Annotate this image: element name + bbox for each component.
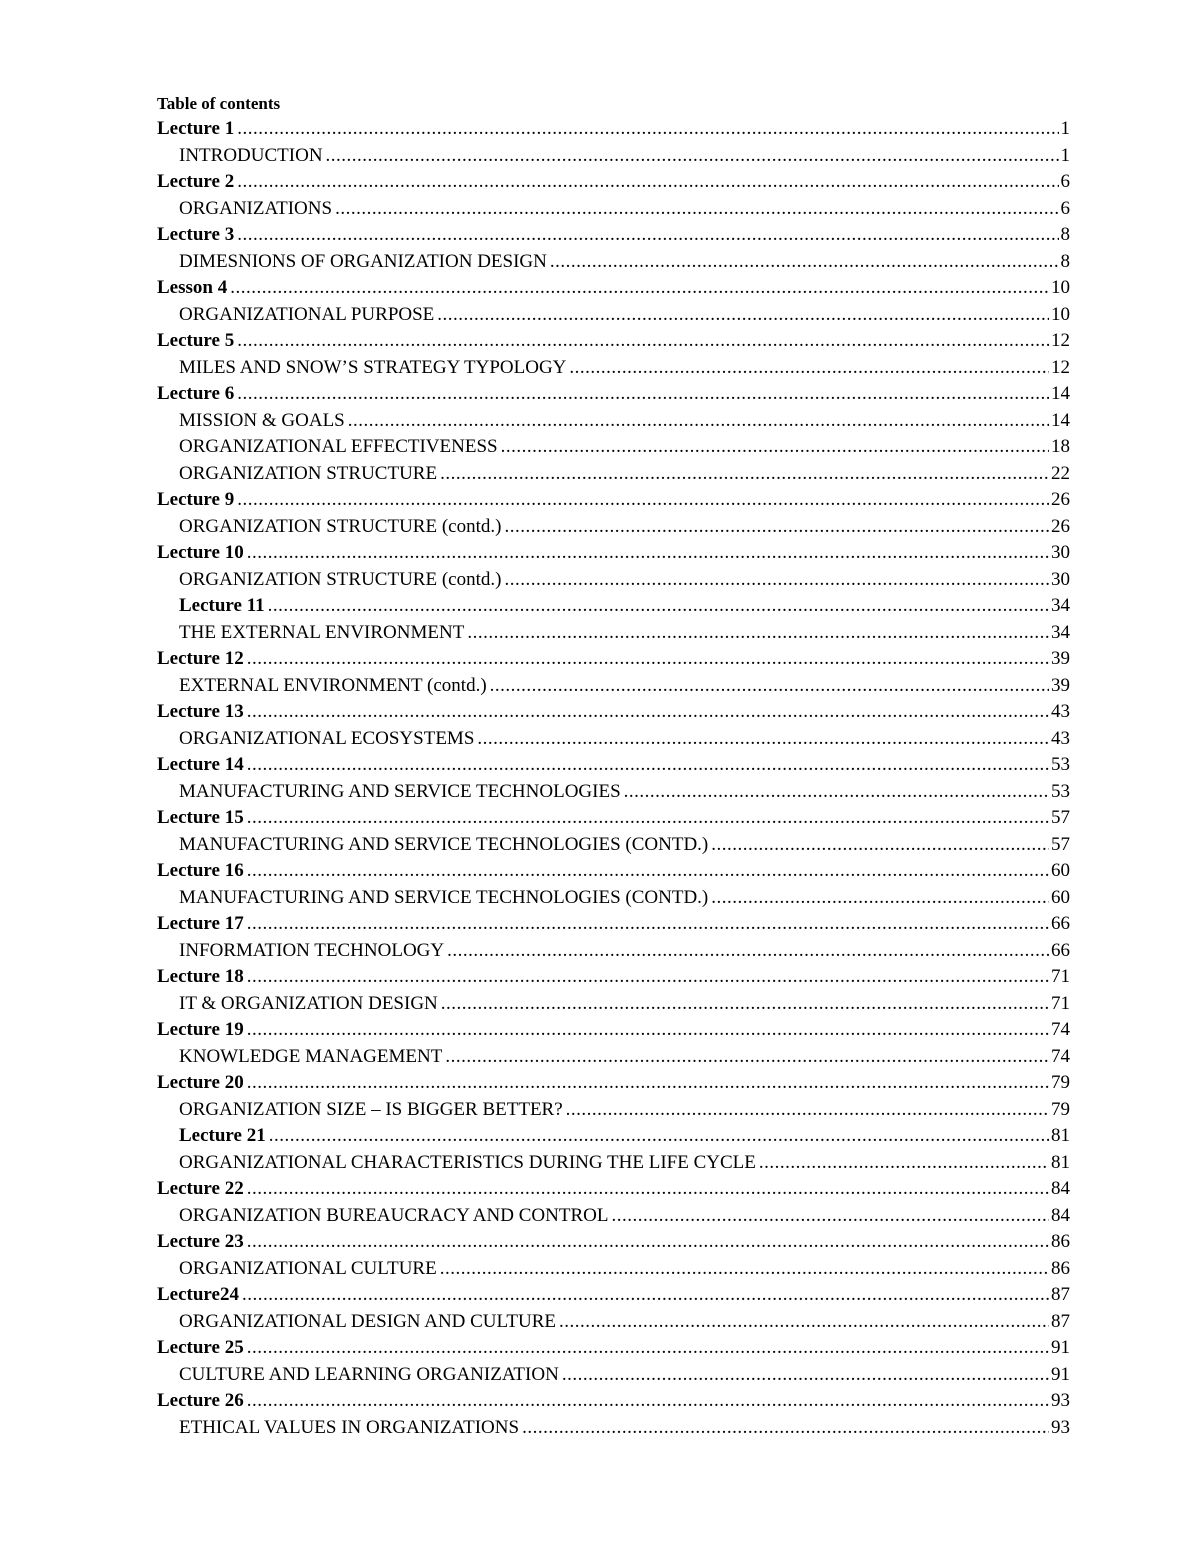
toc-dot-leader: [490, 673, 1049, 700]
toc-entry-title: ORGANIZATIONAL CULTURE: [179, 1257, 437, 1279]
toc-entry-page-number: 57: [1051, 833, 1070, 855]
toc-entry[interactable]: [157, 1229, 1070, 1256]
toc-entry-page-number: 39: [1051, 648, 1070, 669]
toc-entry-title: IT & ORGANIZATION DESIGN: [179, 992, 438, 1014]
toc-entry-title: Lecture 2: [157, 171, 235, 192]
toc-entry[interactable]: [157, 408, 1070, 435]
toc-entry-page-number: 12: [1051, 330, 1070, 351]
toc-dot-leader: [550, 249, 1059, 276]
toc-entry[interactable]: [157, 514, 1070, 541]
toc-entry-title: Lecture 3: [157, 224, 235, 245]
toc-entry-page-number: 8: [1060, 250, 1070, 272]
toc-dot-leader: [247, 1070, 1049, 1097]
toc-dot-leader: [247, 1335, 1049, 1362]
toc-entry-title: ORGANIZATION STRUCTURE: [179, 462, 438, 484]
toc-dot-leader: [440, 1256, 1049, 1283]
toc-dot-leader: [566, 1097, 1049, 1124]
toc-entry[interactable]: [157, 1176, 1070, 1203]
toc-entry-page-number: 86: [1051, 1257, 1070, 1279]
toc-entry[interactable]: [157, 646, 1070, 673]
toc-entry-title: Lecture 14: [157, 754, 244, 775]
toc-entry-page-number: 34: [1051, 595, 1070, 616]
toc-entry-title: Lecture 5: [157, 330, 235, 351]
toc-entry-page-number: 26: [1051, 515, 1070, 537]
toc-entry-title: MISSION & GOALS: [179, 409, 345, 431]
toc-entry[interactable]: [157, 434, 1070, 461]
toc-entry[interactable]: [157, 540, 1070, 567]
toc-entry[interactable]: [157, 673, 1070, 700]
toc-entry-page-number: 93: [1051, 1390, 1070, 1411]
toc-dot-leader: [237, 487, 1049, 514]
toc-dot-leader: [467, 620, 1049, 647]
toc-entry[interactable]: [157, 328, 1070, 355]
toc-dot-leader: [504, 514, 1049, 541]
toc-entry-page-number: 14: [1051, 383, 1070, 404]
toc-entry-page-number: 10: [1051, 303, 1070, 325]
toc-entry[interactable]: [157, 302, 1070, 329]
toc-entry[interactable]: [157, 779, 1070, 806]
toc-entry[interactable]: [157, 116, 1070, 143]
toc-entry-page-number: 60: [1051, 886, 1070, 908]
toc-entry[interactable]: [157, 699, 1070, 726]
toc-entry[interactable]: [157, 1256, 1070, 1283]
toc-dot-leader: [522, 1415, 1049, 1442]
toc-entry[interactable]: [157, 143, 1070, 170]
toc-entry-page-number: 71: [1051, 992, 1070, 1014]
toc-entry[interactable]: [157, 991, 1070, 1018]
toc-dot-leader: [501, 434, 1049, 461]
toc-entry-title: Lecture 19: [157, 1019, 244, 1040]
toc-entry-page-number: 79: [1051, 1072, 1070, 1093]
toc-dot-leader: [711, 832, 1049, 859]
toc-dot-leader: [247, 1017, 1049, 1044]
toc-dot-leader: [268, 593, 1049, 620]
toc-entry-page-number: 74: [1051, 1045, 1070, 1067]
toc-entry-title: Lecture 6: [157, 383, 235, 404]
toc-dot-leader: [611, 1203, 1049, 1230]
toc-entry-page-number: 14: [1051, 409, 1070, 431]
toc-entry-title: MANUFACTURING AND SERVICE TECHNOLOGIES: [179, 780, 621, 802]
toc-entry-title: MANUFACTURING AND SERVICE TECHNOLOGIES (CONTD.): [179, 833, 709, 855]
toc-entry-title: Lecture 11: [179, 595, 265, 616]
toc-dot-leader: [711, 885, 1049, 912]
toc-dot-leader: [247, 1229, 1049, 1256]
toc-entry[interactable]: [157, 487, 1070, 514]
toc-entry-page-number: 84: [1051, 1178, 1070, 1199]
toc-entry-page-number: 93: [1051, 1416, 1070, 1438]
toc-entry-title: EXTERNAL ENVIRONMENT (contd.): [179, 674, 487, 696]
toc-dot-leader: [348, 408, 1049, 435]
toc-dot-leader: [437, 302, 1049, 329]
toc-dot-leader: [562, 1362, 1049, 1389]
toc-entry[interactable]: [157, 1282, 1070, 1309]
toc-entry-page-number: 53: [1051, 754, 1070, 775]
toc-entry-title: ORGANIZATION SIZE – IS BIGGER BETTER?: [179, 1098, 563, 1120]
toc-dot-leader: [447, 938, 1049, 965]
toc-entry-title: INFORMATION TECHNOLOGY: [179, 939, 445, 961]
toc-entry-title: THE EXTERNAL ENVIRONMENT: [179, 621, 465, 643]
toc-dot-leader: [237, 328, 1049, 355]
toc-entry[interactable]: [157, 169, 1070, 196]
toc-entry-page-number: 66: [1051, 913, 1070, 934]
toc-dot-leader: [441, 991, 1049, 1018]
toc-dot-leader: [230, 275, 1049, 302]
toc-dot-leader: [247, 646, 1049, 673]
toc-entry-page-number: 91: [1051, 1363, 1070, 1385]
toc-entry-title: Lecture 10: [157, 542, 244, 563]
toc-entry-title: Lecture 15: [157, 807, 244, 828]
toc-entry[interactable]: [157, 805, 1070, 832]
toc-entry-page-number: 34: [1051, 621, 1070, 643]
toc-entry-page-number: 86: [1051, 1231, 1070, 1252]
document-page: [157, 92, 1070, 1441]
toc-entry-page-number: 71: [1051, 966, 1070, 987]
toc-entry[interactable]: [157, 249, 1070, 276]
toc-dot-leader: [445, 1044, 1049, 1071]
toc-entry-title: Lecture 13: [157, 701, 244, 722]
toc-entry-title: MANUFACTURING AND SERVICE TECHNOLOGIES (CONTD.): [179, 886, 709, 908]
toc-dot-leader: [242, 1282, 1049, 1309]
toc-entry[interactable]: [157, 1309, 1070, 1336]
toc-dot-leader: [247, 699, 1049, 726]
toc-entry[interactable]: [157, 355, 1070, 382]
toc-entry-title: Lecture 26: [157, 1390, 244, 1411]
toc-dot-leader: [247, 752, 1049, 779]
toc-entry-title: ORGANIZATIONAL PURPOSE: [179, 303, 435, 325]
toc-entry[interactable]: [157, 381, 1070, 408]
toc-entry[interactable]: [157, 275, 1070, 302]
toc-entry-page-number: 8: [1060, 224, 1070, 245]
toc-entry-title: ORGANIZATION STRUCTURE (contd.): [179, 568, 502, 590]
toc-entry-title: Lecture 21: [179, 1125, 266, 1146]
toc-entry[interactable]: [157, 1335, 1070, 1362]
toc-entry[interactable]: [157, 1123, 1070, 1150]
toc-entry[interactable]: [157, 1203, 1070, 1230]
toc-entry[interactable]: [157, 726, 1070, 753]
toc-entry[interactable]: [157, 911, 1070, 938]
toc-entry[interactable]: [157, 222, 1070, 249]
toc-entry[interactable]: [157, 938, 1070, 965]
toc-dot-leader: [247, 1176, 1049, 1203]
toc-entry-title: Lecture 23: [157, 1231, 244, 1252]
toc-entry[interactable]: [157, 964, 1070, 991]
toc-entry[interactable]: [157, 1017, 1070, 1044]
toc-entry[interactable]: [157, 567, 1070, 594]
toc-dot-leader: [247, 805, 1049, 832]
toc-entry[interactable]: [157, 620, 1070, 647]
toc-entry[interactable]: [157, 1044, 1070, 1071]
toc-entry-page-number: 81: [1051, 1151, 1070, 1173]
toc-dot-leader: [326, 143, 1059, 170]
toc-entry-page-number: 53: [1051, 780, 1070, 802]
toc-entry-page-number: 6: [1060, 171, 1070, 192]
toc-dot-leader: [247, 540, 1049, 567]
toc-dot-leader: [624, 779, 1049, 806]
toc-entry-page-number: 87: [1051, 1284, 1070, 1305]
toc-dot-leader: [269, 1123, 1049, 1150]
toc-entry-page-number: 57: [1051, 807, 1070, 828]
toc-dot-leader: [247, 1388, 1049, 1415]
toc-entry[interactable]: [157, 1388, 1070, 1415]
toc-dot-leader: [759, 1150, 1049, 1177]
toc-entry-title: Lecture 18: [157, 966, 244, 987]
toc-entry-title: Lecture 22: [157, 1178, 244, 1199]
toc-entry-title: ORGANIZATIONAL CHARACTERISTICS DURING THE LIFE CYCLE: [179, 1151, 756, 1173]
toc-entry-title: Lecture 12: [157, 648, 244, 669]
toc-entry-page-number: 84: [1051, 1204, 1070, 1226]
toc-entry-title: Lecture24: [157, 1284, 239, 1305]
toc-dot-leader: [559, 1309, 1049, 1336]
toc-entry-page-number: 1: [1060, 144, 1070, 166]
toc-entry-page-number: 74: [1051, 1019, 1070, 1040]
toc-entry-title: MILES AND SNOW’S STRATEGY TYPOLOGY: [179, 356, 567, 378]
toc-entry-page-number: 18: [1051, 436, 1070, 457]
toc-entry-page-number: 43: [1051, 701, 1070, 722]
toc-entry-title: ORGANIZATIONS: [179, 197, 333, 219]
toc-entry-page-number: 79: [1051, 1098, 1070, 1120]
toc-entry-page-number: 91: [1051, 1337, 1070, 1358]
toc-entry-page-number: 60: [1051, 860, 1070, 881]
toc-entry-page-number: 1: [1060, 118, 1070, 139]
toc-entry-title: CULTURE AND LEARNING ORGANIZATION: [179, 1363, 559, 1385]
toc-entry-page-number: 30: [1051, 542, 1070, 563]
toc-entry-title: ETHICAL VALUES IN ORGANIZATIONS: [179, 1416, 520, 1438]
toc-entry-title: KNOWLEDGE MANAGEMENT: [179, 1045, 443, 1067]
toc-entry-title: ORGANIZATION BUREAUCRACY AND CONTROL: [179, 1204, 609, 1226]
toc-dot-leader: [237, 222, 1058, 249]
toc-dot-leader: [247, 964, 1049, 991]
toc-dot-leader: [477, 726, 1049, 753]
toc-entry-title: DIMESNIONS OF ORGANIZATION DESIGN: [179, 250, 547, 272]
toc-entry-page-number: 10: [1051, 277, 1070, 298]
toc-entry-page-number: 43: [1051, 727, 1070, 749]
toc-entry-page-number: 87: [1051, 1310, 1070, 1332]
toc-entry-title: ORGANIZATIONAL ECOSYSTEMS: [179, 727, 475, 749]
toc-entry[interactable]: [157, 1150, 1070, 1177]
toc-entry-title: Lecture 16: [157, 860, 244, 881]
toc-dot-leader: [569, 355, 1049, 382]
toc-entry[interactable]: [157, 1415, 1070, 1442]
toc-entry[interactable]: [157, 832, 1070, 859]
toc-heading: Table of contents: [157, 94, 281, 113]
toc-dot-leader: [237, 116, 1058, 143]
toc-entry-title: INTRODUCTION: [179, 144, 323, 166]
toc-entry-page-number: 66: [1051, 939, 1070, 961]
toc-entry-page-number: 81: [1051, 1125, 1070, 1146]
toc-dot-leader: [247, 858, 1049, 885]
toc-entry[interactable]: [157, 752, 1070, 779]
toc-dot-leader: [237, 381, 1049, 408]
toc-entry-title: ORGANIZATIONAL EFFECTIVENESS: [179, 436, 498, 457]
toc-dot-leader: [247, 911, 1049, 938]
toc-dot-leader: [440, 461, 1049, 488]
toc-dot-leader: [335, 196, 1058, 223]
toc-entry[interactable]: [157, 461, 1070, 488]
toc-entry-page-number: 22: [1051, 462, 1070, 484]
toc-entry-title: Lesson 4: [157, 277, 228, 298]
toc-entry-page-number: 6: [1060, 197, 1070, 219]
toc-entry-title: ORGANIZATION STRUCTURE (contd.): [179, 515, 502, 537]
toc-entry[interactable]: [157, 858, 1070, 885]
toc-entry-page-number: 30: [1051, 568, 1070, 590]
toc-entry[interactable]: [157, 593, 1070, 620]
toc-entry-page-number: 39: [1051, 674, 1070, 696]
toc-entry-title: Lecture 17: [157, 913, 244, 934]
toc-entry-title: Lecture 20: [157, 1072, 244, 1093]
toc-entry-title: ORGANIZATIONAL DESIGN AND CULTURE: [179, 1310, 556, 1332]
toc-entry-page-number: 26: [1051, 489, 1070, 510]
toc-dot-leader: [504, 567, 1049, 594]
toc-entry-page-number: 12: [1051, 356, 1070, 378]
toc-entry[interactable]: [157, 1070, 1070, 1097]
toc-entry[interactable]: [157, 196, 1070, 223]
toc-entry[interactable]: [157, 1362, 1070, 1389]
toc-entry[interactable]: [157, 885, 1070, 912]
toc-entry[interactable]: [157, 1097, 1070, 1124]
toc-dot-leader: [237, 169, 1058, 196]
toc-entry-title: Lecture 9: [157, 489, 235, 510]
toc-list: [157, 116, 1070, 1441]
toc-entry-title: Lecture 25: [157, 1337, 244, 1358]
toc-entry-title: Lecture 1: [157, 118, 235, 139]
